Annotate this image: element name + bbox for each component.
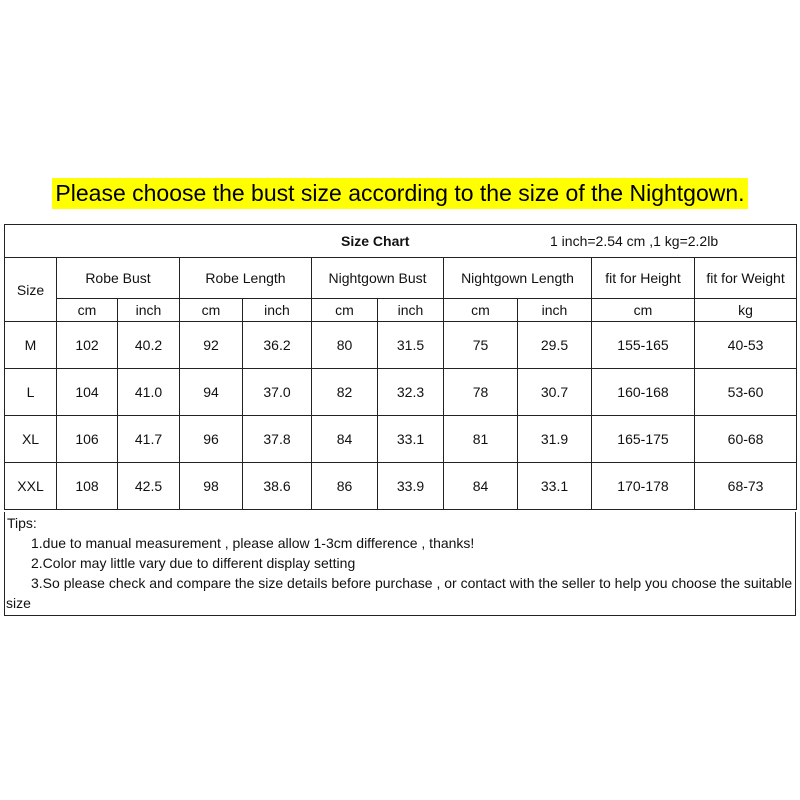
measurement-cell: 106 [57, 416, 118, 463]
measurement-cell: 96 [180, 416, 243, 463]
measurement-cell: 38.6 [243, 463, 312, 510]
size-row [5, 369, 797, 416]
unit-cell: inch [518, 299, 592, 322]
chart-title: Size Chart [341, 233, 410, 249]
size-label-cell: XXL [5, 463, 57, 510]
measurement-cell: 42.5 [118, 463, 180, 510]
measurement-cell: 60-68 [695, 416, 797, 463]
measurement-cell: 40.2 [118, 322, 180, 369]
measurement-cell: 29.5 [518, 322, 592, 369]
measurement-cell: 80 [312, 322, 378, 369]
measurement-cell: 68-73 [695, 463, 797, 510]
tips-box [4, 512, 796, 616]
measurement-cell: 36.2 [243, 322, 312, 369]
tips-label: Tips: [7, 515, 37, 531]
measurement-cell: 98 [180, 463, 243, 510]
banner-wrap [0, 178, 800, 209]
tip-item: 2.Color may little vary due to different display setting [31, 555, 356, 571]
header-fit-weight: fit for Weight [695, 258, 797, 299]
measurement-cell: 31.9 [518, 416, 592, 463]
size-row [5, 463, 797, 510]
measurement-cell: 37.0 [243, 369, 312, 416]
size-header: Size [5, 258, 57, 322]
size-label-cell: M [5, 322, 57, 369]
unit-cell: cm [444, 299, 518, 322]
conversion-note: 1 inch=2.54 cm ,1 kg=2.2lb [550, 233, 719, 249]
header-robe-bust: Robe Bust [57, 258, 180, 299]
title-cell [5, 225, 797, 258]
measurement-cell: 104 [57, 369, 118, 416]
size-row [5, 322, 797, 369]
unit-cell: inch [118, 299, 180, 322]
header-nightgown-bust: Nightgown Bust [312, 258, 444, 299]
measurement-cell: 81 [444, 416, 518, 463]
unit-cell: cm [312, 299, 378, 322]
unit-cell: inch [378, 299, 444, 322]
measurement-cell: 33.1 [518, 463, 592, 510]
unit-cell: kg [695, 299, 797, 322]
unit-cell: cm [180, 299, 243, 322]
measurement-cell: 75 [444, 322, 518, 369]
group-header-row [5, 258, 797, 299]
measurement-cell: 53-60 [695, 369, 797, 416]
measurement-cell: 170-178 [592, 463, 695, 510]
header-fit-height: fit for Height [592, 258, 695, 299]
measurement-cell: 41.0 [118, 369, 180, 416]
measurement-cell: 160-168 [592, 369, 695, 416]
measurement-cell: 94 [180, 369, 243, 416]
measurement-cell: 31.5 [378, 322, 444, 369]
size-chart-table [4, 224, 797, 510]
measurement-cell: 165-175 [592, 416, 695, 463]
measurement-cell: 86 [312, 463, 378, 510]
measurement-cell: 32.3 [378, 369, 444, 416]
measurement-cell: 84 [444, 463, 518, 510]
measurement-cell: 41.7 [118, 416, 180, 463]
measurement-cell: 102 [57, 322, 118, 369]
tip-item: 3.So please check and compare the size details before purchase , or contact with the seller to help you choose the suitable [31, 575, 793, 591]
size-label-cell: XL [5, 416, 57, 463]
measurement-cell: 82 [312, 369, 378, 416]
measurement-cell: 33.9 [378, 463, 444, 510]
measurement-cell: 78 [444, 369, 518, 416]
unit-cell: inch [243, 299, 312, 322]
measurement-cell: 155-165 [592, 322, 695, 369]
measurement-cell: 84 [312, 416, 378, 463]
tip-item-continuation: size [6, 595, 31, 611]
size-row [5, 416, 797, 463]
size-label-cell: L [5, 369, 57, 416]
header-robe-length: Robe Length [180, 258, 312, 299]
measurement-cell: 40-53 [695, 322, 797, 369]
title-row [5, 225, 797, 258]
banner-heading: Please choose the bust size according to the size of the Nightgown. [52, 178, 747, 209]
measurement-cell: 92 [180, 322, 243, 369]
unit-cell: cm [592, 299, 695, 322]
unit-cell: cm [57, 299, 118, 322]
unit-row [5, 299, 797, 322]
measurement-cell: 33.1 [378, 416, 444, 463]
measurement-cell: 108 [57, 463, 118, 510]
tip-item: 1.due to manual measurement , please allow 1-3cm difference , thanks! [31, 535, 475, 551]
measurement-cell: 37.8 [243, 416, 312, 463]
header-nightgown-length: Nightgown Length [444, 258, 592, 299]
measurement-cell: 30.7 [518, 369, 592, 416]
